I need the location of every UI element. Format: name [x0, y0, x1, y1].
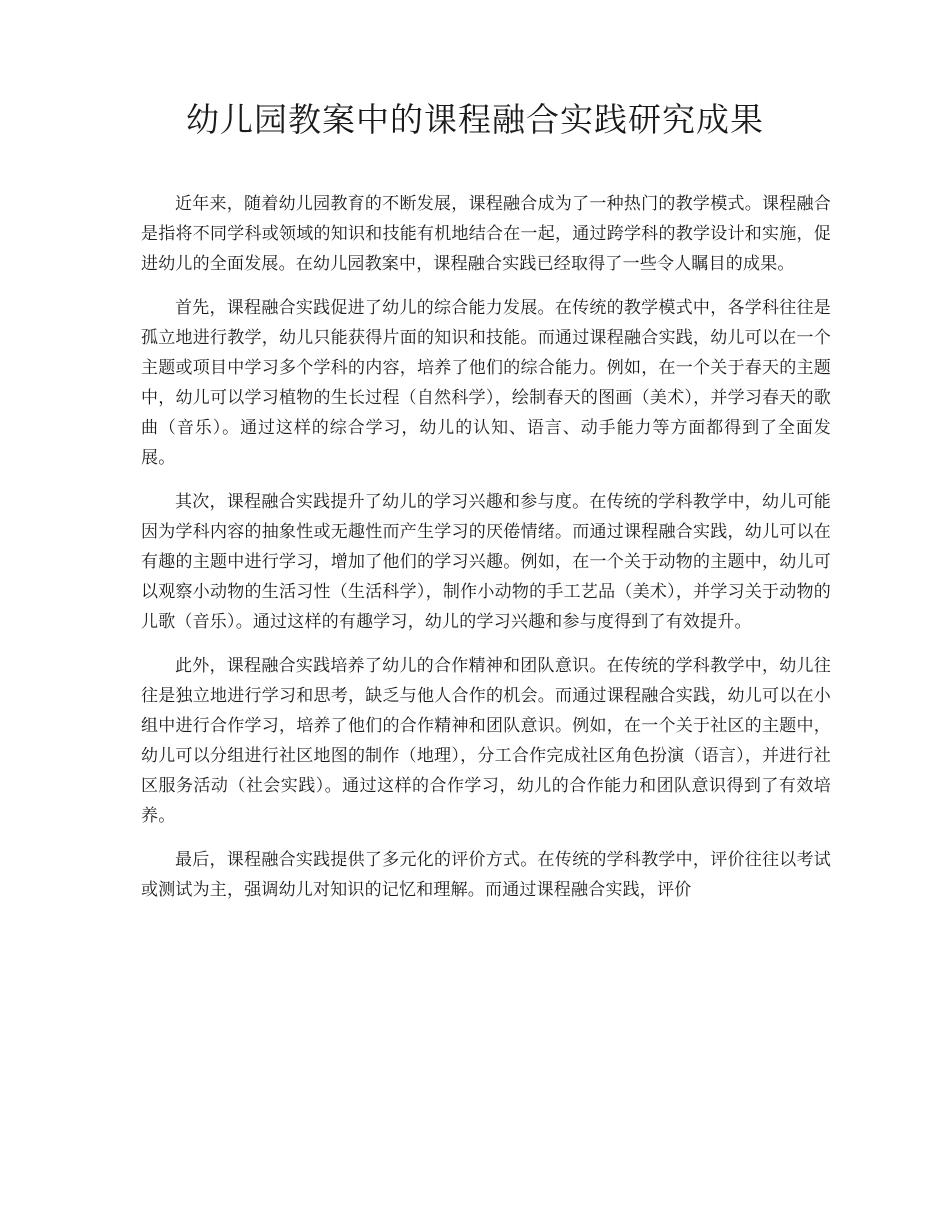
paragraph-first: 首先，课程融合实践促进了幼儿的综合能力发展。在传统的教学模式中，各学科往往是孤立地进行教学，幼儿只能获得片面的知识和技能。而通过课程融合实践，幼儿可以在一个主题或项目中学习多个学科的内容，培养了他们的综合能力。例如，在一个关于春天的主题中，幼儿可以学习植物的生长过程（自然科学），绘制春天的图画（美术），并学习春天的歌曲（音乐）。通过这样的综合学习，幼儿的认知、语言、动手能力等方面都得到了全面发展。	[141, 298, 831, 468]
paragraph-third: 此外，课程融合实践培养了幼儿的合作精神和团队意识。在传统的学科教学中，幼儿往往是独立地进行学习和思考，缺乏与他人合作的机会。而通过课程融合实践，幼儿可以在小组中进行合作学习，培养了他们的合作精神和团队意识。例如，在一个关于社区的主题中，幼儿可以分组进行社区地图的制作（地理），分工合作完成社区角色扮演（语言），并进行社区服务活动（社会实践）。通过这样的合作学习，幼儿的合作能力和团队意识得到了有效培养。	[141, 656, 831, 826]
document-title: 幼儿园教案中的课程融合实践研究成果	[186, 100, 764, 139]
paragraph-last: 最后，课程融合实践提供了多元化的评价方式。在传统的学科教学中，评价往往以考试或测试为主，强调幼儿对知识的记忆和理解。而通过课程融合实践，评价	[141, 850, 831, 900]
paragraph-intro: 近年来，随着幼儿园教育的不断发展，课程融合成为了一种热门的教学模式。课程融合是指将不同学科或领域的知识和技能有机地结合在一起，通过跨学科的教学设计和实施，促进幼儿的全面发展。在幼儿园教案中，课程融合实践已经取得了一些令人瞩目的成果。	[141, 194, 831, 274]
paragraph-second: 其次，课程融合实践提升了幼儿的学习兴趣和参与度。在传统的学科教学中，幼儿可能因为学科内容的抽象性或无趣性而产生学习的厌倦情绪。而通过课程融合实践，幼儿可以在有趣的主题中进行学习，增加了他们的学习兴趣。例如，在一个关于动物的主题中，幼儿可以观察小动物的生活习性（生活科学），制作小动物的手工艺品（美术），并学习关于动物的儿歌（音乐）。通过这样的有趣学习，幼儿的学习兴趣和参与度得到了有效提升。	[141, 492, 831, 632]
document-body	[141, 189, 831, 919]
